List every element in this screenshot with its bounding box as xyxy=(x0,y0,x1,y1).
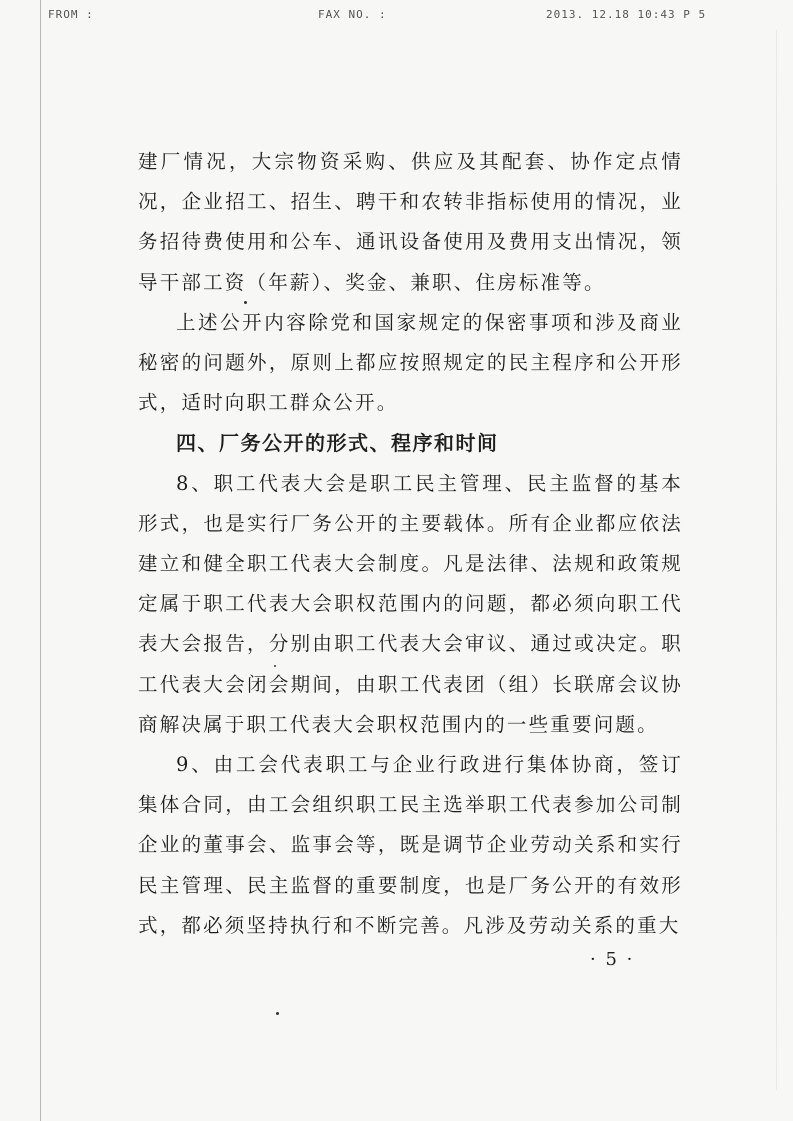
paragraph-continuation: 建厂情况，大宗物资采购、供应及其配套、协作定点情况，企业招工、招生、聘干和农转非指标使用的情况，业务招待费使用和公车、通讯设备使用及费用支出情况，领导干部工资（年薪）、奖金、兼职、住房标准等。 xyxy=(138,150,683,294)
scan-speck xyxy=(244,301,247,304)
scan-speck xyxy=(276,1012,279,1015)
section-heading: 四、厂务公开的形式、程序和时间 xyxy=(176,431,499,456)
paragraph-disclosure-scope: 上述公开内容除党和国家规定的保密事项和涉及商业秘密的问题外，原则上都应按照规定的民主程序和公开形式，适时向职工群众公开。 xyxy=(138,310,683,415)
scan-speck xyxy=(274,665,276,667)
scan-left-edge xyxy=(40,0,41,1121)
page-number: · 5 · xyxy=(590,949,635,970)
document-body xyxy=(138,142,683,946)
paragraph-item-8: 8、职工代表大会是职工民主管理、民主监督的基本形式，也是实行厂务公开的主要载体。所有企业都应依法建立和健全职工代表大会制度。凡是法律、法规和政策规定属于职工代表大会职权范围内的问题，都必须向职工代表大会报告，分别由职工代表大会审议、通过或决定。职工代表大会闭会期间，由职工代表团（组）长联席会议协商解决属于职工代表大会职权范围内的一些重要问题。 xyxy=(138,471,683,736)
fax-header xyxy=(0,8,793,26)
fax-date-page: 2013. 12.18 10:43 P 5 xyxy=(546,8,707,21)
paragraph-item-9: 9、由工会代表职工与企业行政进行集体协商，签订集体合同，由工会组织职工民主选举职工代表参加公司制企业的董事会、监事会等，既是调节企业劳动关系和实行民主管理、民主监督的重要制度，也是厂务公开的有效形式，都必须坚持执行和不断完善。凡涉及劳动关系的重大 xyxy=(138,753,683,937)
fax-from: FROM : xyxy=(48,8,94,21)
scan-right-edge xyxy=(776,30,777,1090)
fax-number: FAX NO. : xyxy=(318,8,387,21)
